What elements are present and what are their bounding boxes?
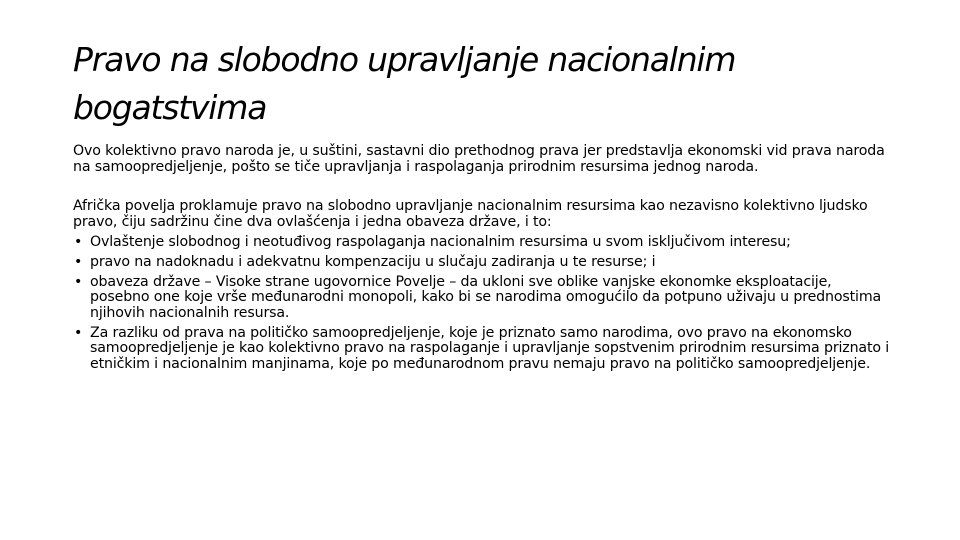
bullet-item: • Ovlaštenje slobodnog i neotuđivog raspolaganja nacionalnim resursima u svom isključivom interesu; [73, 235, 893, 251]
charter-paragraph: Afrička povelja proklamuje pravo na slobodno upravljanje nacionalnim resursima kao nezavisno kolektivno ljudsko pravo, čiju sadržinu čine dva ovlašćenja i jedna obaveza države, i to: [73, 198, 868, 230]
bullet-item: • Za razliku od prava na političko samoopredjeljenje, koje je priznato samo narodima, ovo pravo na ekonomsko samoopredjeljenje je kao kolektivno pravo na raspolaganje i upravljanje sopstvenim prirodnim resursima priznato i etničkim i nacionalnim manjinama, koje po međunarodnom pravu nemaju pravo na političko samoopredjeljenje. [73, 326, 893, 373]
slide-body [73, 144, 893, 372]
bullet-list [73, 235, 893, 373]
bullet-item: • obaveza države – Visoke strane ugovornice Povelje – da ukloni sve oblike vanjske ekonomke eksploatacije, posebno one koje vrše međunarodni monopoli, kako bi se narodima omogućilo da potpuno uživaju u prednostima njihovih nacionalnih resursa. [73, 275, 893, 322]
bullet-item: • pravo na nadoknadu i adekvatnu kompenzaciju u slučaju zadiranja u te resurse; i [73, 255, 893, 271]
intro-paragraph: Ovo kolektivno pravo naroda je, u suštini, sastavni dio prethodnog prava jer predstavlja ekonomski vid prava naroda na samoopredjeljenje, pošto se tiče upravljanja i raspolaganja prirodnim resursima jednog naroda. [73, 143, 885, 175]
slide-title: Pravo na slobodno upravljanje nacionalnim bogatstvima [73, 40, 736, 127]
